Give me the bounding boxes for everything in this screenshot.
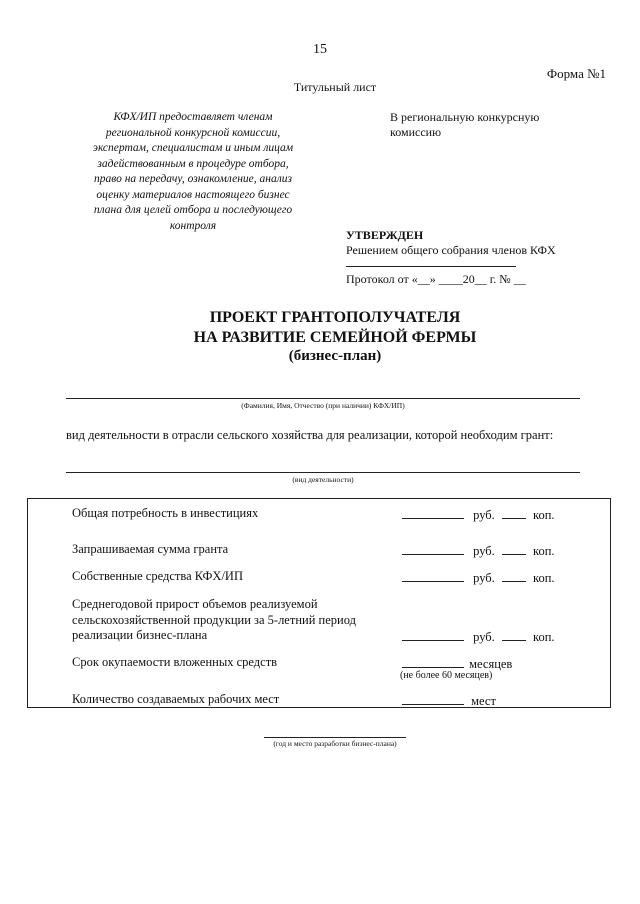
rub-blank[interactable] [402, 569, 464, 582]
consent-line: оценку материалов настоящего бизнес [96, 188, 290, 201]
grant-amount-label: Запрашиваемая сумма гранта [72, 542, 229, 556]
year-place-fill-line[interactable] [264, 737, 406, 738]
rub-unit: руб. [473, 544, 495, 558]
name-fill-line[interactable] [66, 398, 580, 399]
production-growth-label [72, 597, 356, 644]
own-funds-value[interactable] [402, 569, 555, 586]
jobs-label: Количество создаваемых рабочих мест [72, 692, 280, 706]
year-place-caption: (год и место разработки бизнес-плана) [273, 739, 397, 748]
consent-line: задействованным в процедуре отбора, [97, 157, 289, 170]
kop-unit: коп. [533, 630, 555, 644]
page-number: 15 [313, 42, 327, 57]
approval-signature-line [346, 266, 516, 267]
activity-caption: (вид деятельности) [292, 475, 354, 484]
investment-need-label: Общая потребность в инвестициях [72, 506, 259, 520]
activity-prompt: вид деятельности в отрасли сельского хозяйства для реализации, которой необходим грант: [66, 428, 554, 442]
approval-protocol: Протокол от «__» ____20__ г. № __ [346, 272, 526, 286]
jobs-unit: мест [471, 694, 496, 708]
document-title-line: НА РАЗВИТИЕ СЕМЕЙНОЙ ФЕРМЫ [193, 329, 477, 346]
activity-fill-line[interactable] [66, 472, 580, 473]
form-number: Форма №1 [546, 66, 606, 81]
production-growth-line: сельскохозяйственной продукции за 5-летний период [72, 612, 356, 627]
investment-need-amount[interactable] [402, 506, 555, 523]
rub-unit: руб. [473, 508, 495, 522]
consent-line: право на передачу, ознакомление, анализ [94, 173, 292, 185]
consent-line: экспертам, специалистам и иным лицам [92, 142, 294, 154]
rub-unit: руб. [473, 630, 495, 644]
consent-line: плана для целей отбора и последующего [93, 204, 293, 216]
kop-unit: коп. [533, 544, 555, 558]
payback-note: (не более 60 месяцев) [400, 670, 493, 681]
approval-title: УТВЕРЖДЕН [346, 228, 424, 242]
payback-label: Срок окупаемости вложенных средств [72, 655, 278, 669]
consent-line: контроля [169, 219, 217, 232]
production-growth-line: реализации бизнес-плана [72, 628, 208, 642]
name-caption: (Фамилия, Имя, Отчество (при наличии) КФХ/ИП) [241, 401, 405, 410]
kop-unit: коп. [533, 571, 555, 585]
production-growth-value[interactable] [402, 628, 555, 645]
rub-blank[interactable] [402, 506, 464, 519]
kop-blank[interactable] [502, 506, 526, 519]
consent-notice [80, 110, 306, 234]
consent-line: КФХ/ИП предоставляет членам [113, 111, 273, 123]
addressee-line: комиссию [390, 125, 442, 139]
months-unit: месяцев [469, 657, 513, 671]
document-title-line: ПРОЕКТ ГРАНТОПОЛУЧАТЕЛЯ [209, 309, 461, 326]
kop-blank[interactable] [502, 542, 526, 555]
kop-blank[interactable] [502, 569, 526, 582]
sheet-title: Титульный лист [293, 80, 377, 94]
addressee-line: В региональную конкурсную [390, 110, 540, 124]
grant-amount-value[interactable] [402, 542, 555, 559]
rub-unit: руб. [473, 571, 495, 585]
own-funds-label: Собственные средства КФХ/ИП [72, 569, 243, 583]
jobs-value[interactable] [402, 692, 496, 709]
document-title [0, 308, 640, 348]
kop-unit: коп. [533, 508, 555, 522]
kop-blank[interactable] [502, 628, 526, 641]
approval-by: Решением общего собрания членов КФХ [346, 243, 556, 257]
rub-blank[interactable] [402, 628, 464, 641]
addressee [390, 110, 590, 140]
months-blank[interactable] [402, 655, 464, 668]
production-growth-line: Среднегодовой прирост объемов реализуемой [72, 597, 318, 611]
document-subtitle: (бизнес-план) [288, 348, 382, 364]
jobs-blank[interactable] [402, 692, 464, 705]
rub-blank[interactable] [402, 542, 464, 555]
consent-line: региональной конкурсной комиссии, [105, 126, 281, 139]
